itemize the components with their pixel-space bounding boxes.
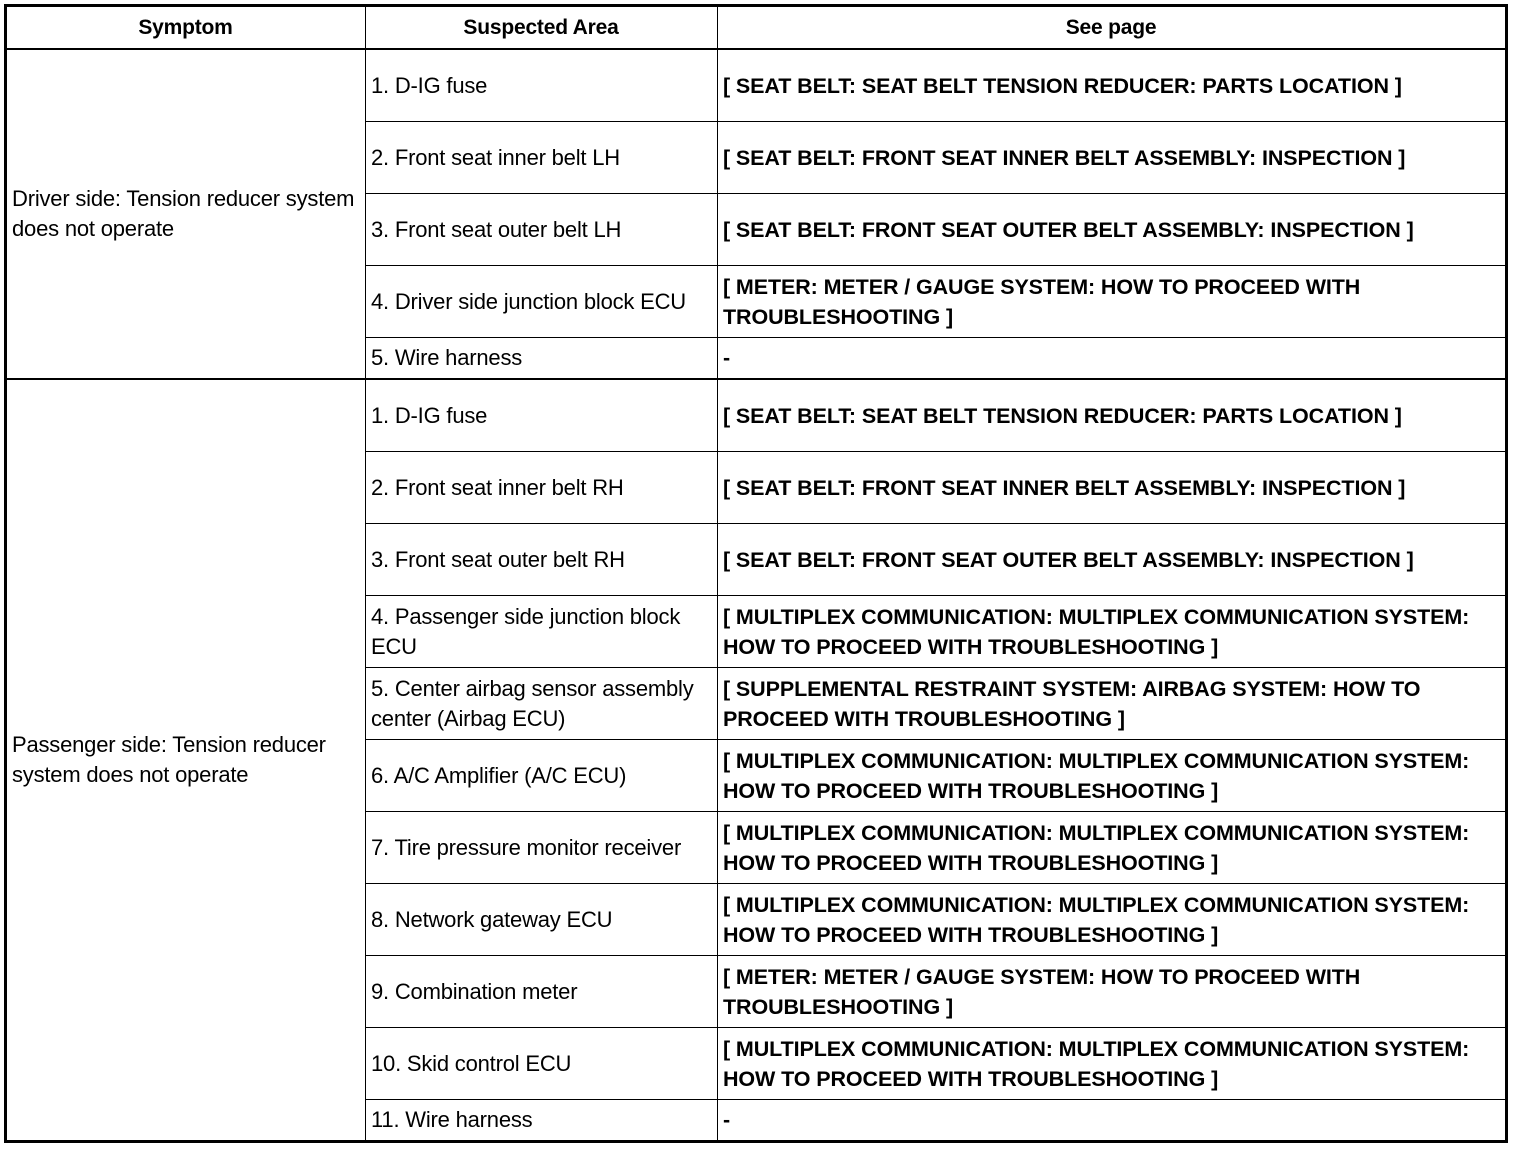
suspected-area-cell: 7. Tire pressure monitor receiver [366,812,718,884]
suspected-area-cell: 4. Driver side junction block ECU [366,266,718,338]
suspected-area-cell: 2. Front seat inner belt LH [366,122,718,194]
see-page-cell: - [718,1100,1507,1142]
suspected-area-cell: 8. Network gateway ECU [366,884,718,956]
header-symptom: Symptom [6,6,366,50]
see-page-link[interactable]: [ MULTIPLEX COMMUNICATION: MULTIPLEX COMMUNICATION SYSTEM: HOW TO PROCEED WITH TROUBLESHOOTING ] [718,812,1507,884]
suspected-area-cell: 3. Front seat outer belt RH [366,524,718,596]
suspected-area-cell: 1. D-IG fuse [366,49,718,122]
see-page-link[interactable]: [ METER: METER / GAUGE SYSTEM: HOW TO PROCEED WITH TROUBLESHOOTING ] [718,956,1507,1028]
see-page-link[interactable]: [ SUPPLEMENTAL RESTRAINT SYSTEM: AIRBAG SYSTEM: HOW TO PROCEED WITH TROUBLESHOOTING ] [718,668,1507,740]
troubleshooting-table [4,4,1508,1143]
suspected-area-cell: 9. Combination meter [366,956,718,1028]
suspected-area-cell: 5. Wire harness [366,338,718,380]
see-page-link[interactable]: [ MULTIPLEX COMMUNICATION: MULTIPLEX COMMUNICATION SYSTEM: HOW TO PROCEED WITH TROUBLESHOOTING ] [718,884,1507,956]
header-row [6,6,1507,50]
table-row [6,49,1507,122]
suspected-area-cell: 11. Wire harness [366,1100,718,1142]
symptom-cell: Passenger side: Tension reducer system does not operate [6,379,366,1142]
see-page-link[interactable]: [ SEAT BELT: FRONT SEAT OUTER BELT ASSEMBLY: INSPECTION ] [718,194,1507,266]
see-page-cell: - [718,338,1507,380]
see-page-link[interactable]: [ SEAT BELT: FRONT SEAT OUTER BELT ASSEMBLY: INSPECTION ] [718,524,1507,596]
header-see-page: See page [718,6,1507,50]
see-page-link[interactable]: [ MULTIPLEX COMMUNICATION: MULTIPLEX COMMUNICATION SYSTEM: HOW TO PROCEED WITH TROUBLESHOOTING ] [718,740,1507,812]
suspected-area-cell: 3. Front seat outer belt LH [366,194,718,266]
suspected-area-cell: 5. Center airbag sensor assembly center (Airbag ECU) [366,668,718,740]
suspected-area-cell: 1. D-IG fuse [366,379,718,452]
see-page-link[interactable]: [ SEAT BELT: FRONT SEAT INNER BELT ASSEMBLY: INSPECTION ] [718,452,1507,524]
see-page-link[interactable]: [ MULTIPLEX COMMUNICATION: MULTIPLEX COMMUNICATION SYSTEM: HOW TO PROCEED WITH TROUBLESHOOTING ] [718,596,1507,668]
suspected-area-cell: 10. Skid control ECU [366,1028,718,1100]
table-row [6,379,1507,452]
see-page-link[interactable]: [ METER: METER / GAUGE SYSTEM: HOW TO PROCEED WITH TROUBLESHOOTING ] [718,266,1507,338]
suspected-area-cell: 2. Front seat inner belt RH [366,452,718,524]
header-suspected-area: Suspected Area [366,6,718,50]
suspected-area-cell: 6. A/C Amplifier (A/C ECU) [366,740,718,812]
see-page-link[interactable]: [ SEAT BELT: SEAT BELT TENSION REDUCER: PARTS LOCATION ] [718,49,1507,122]
see-page-link[interactable]: [ SEAT BELT: SEAT BELT TENSION REDUCER: PARTS LOCATION ] [718,379,1507,452]
symptom-cell: Driver side: Tension reducer system does not operate [6,49,366,379]
see-page-link[interactable]: [ SEAT BELT: FRONT SEAT INNER BELT ASSEMBLY: INSPECTION ] [718,122,1507,194]
see-page-link[interactable]: [ MULTIPLEX COMMUNICATION: MULTIPLEX COMMUNICATION SYSTEM: HOW TO PROCEED WITH TROUBLESHOOTING ] [718,1028,1507,1100]
suspected-area-cell: 4. Passenger side junction block ECU [366,596,718,668]
